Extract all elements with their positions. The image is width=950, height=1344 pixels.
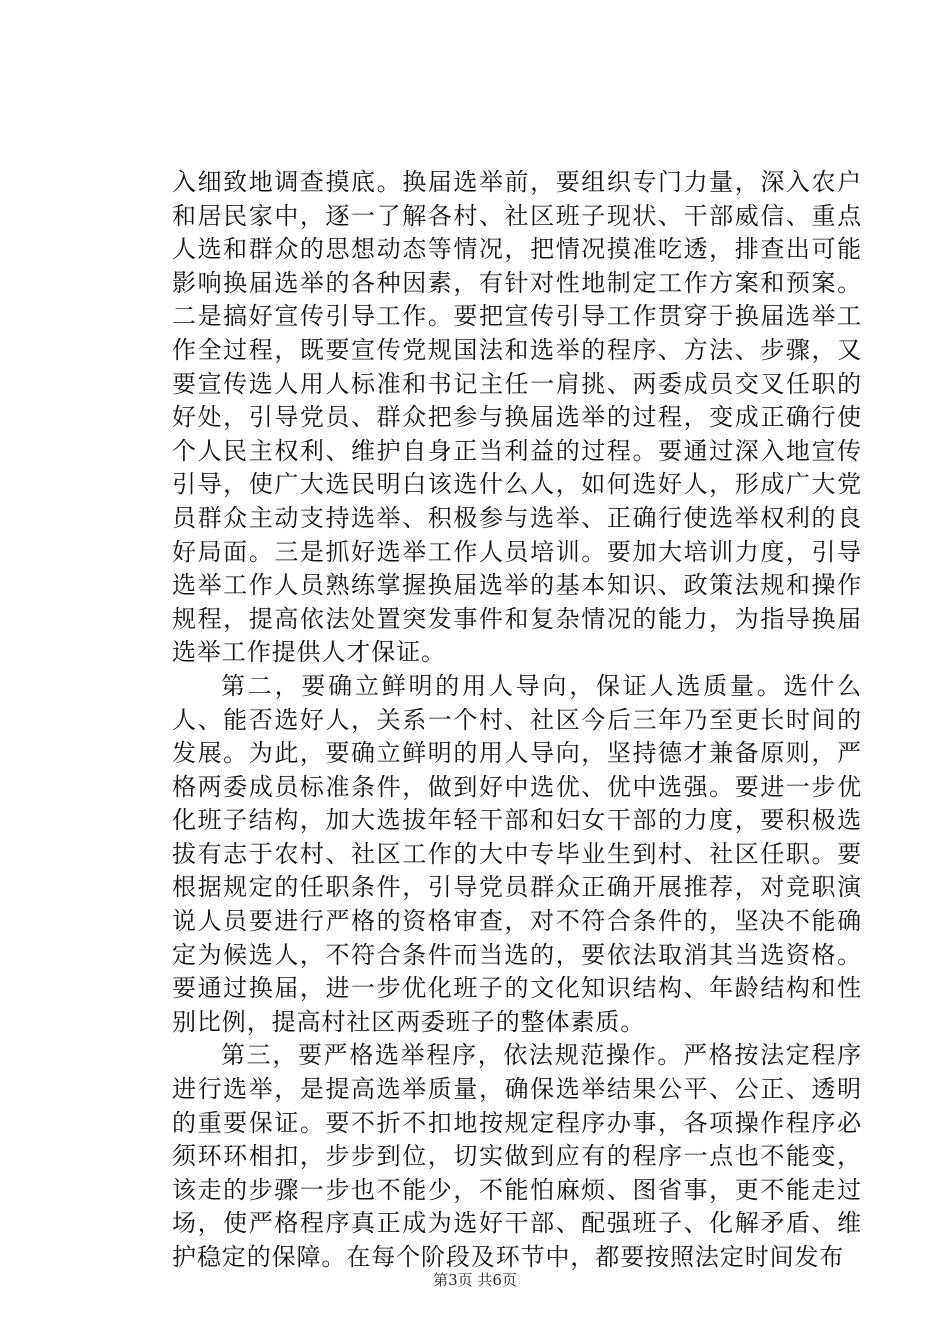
page-footer [0, 1270, 950, 1290]
document-body [172, 166, 862, 1275]
paragraph-continuation: 入细致地调查摸底。换届选举前，要组织专门力量，深入农户和居民家中，逐一了解各村、社区班子现状、干部威信、重点人选和群众的思想动态等情况，把情况摸准吃透，排查出可能影响换届选举的各种因素，有针对性地制定工作方案和预案。二是搞好宣传引导工作。要把宣传引导工作贯穿于换届选举工作全过程，既要宣传党规国法和选举的程序、方法、步骤，又要宣传选人用人标准和书记主任一肩挑、两委成员交叉任职的好处，引导党员、群众把参与换届选举的过程，变成正确行使个人民主权利、维护自身正当利益的过程。要通过深入地宣传引导，使广大选民明白该选什么人，如何选好人，形成广大党员群众主动支持选举、积极参与选举、正确行使选举权利的良好局面。三是抓好选举工作人员培训。要加大培训力度，引导选举工作人员熟练掌握换届选举的基本知识、政策法规和操作规程，提高依法处置突发事件和复杂情况的能力，为指导换届选举工作提供人才保证。 [172, 168, 862, 667]
paragraph-second-point: 第二，要确立鲜明的用人导向，保证人选质量。选什么人、能否选好人，关系一个村、社区今后三年乃至更长时间的发展。为此，要确立鲜明的用人导向，坚持德才兼备原则，严格两委成员标准条件，做到好中选优、优中选强。要进一步优化班子结构，加大选拔年轻干部和妇女干部的力度，要积极选拔有志于农村、社区工作的大中专毕业生到村、社区任职。要根据规定的任职条件，引导党员群众正确开展推荐，对竞职演说人员要进行严格的资格审查，对不符合条件的，坚决不能确定为候选人，不符合条件而当选的，要依法取消其当选资格。要通过换届，进一步优化班子的文化知识结构、年龄结构和性别比例，提高村社区两委班子的整体素质。 [172, 671, 862, 1036]
page-number-label: 第3页 共6页 [433, 1271, 517, 1289]
paragraph-third-point: 第三，要严格选举程序，依法规范操作。严格按法定程序进行选举，是提高选举质量，确保选举结果公平、公正、透明的重要保证。要不折不扣地按规定程序办事，各项操作程序必须环环相扣，步步到位，切实做到应有的程序一点也不能变，该走的步骤一步也不能少，不能怕麻烦、图省事，更不能走过场，使严格程序真正成为选好干部、配强班子、化解矛盾、维护稳定的保障。在每个阶段及环节中，都要按照法定时间发布 [172, 1041, 862, 1271]
